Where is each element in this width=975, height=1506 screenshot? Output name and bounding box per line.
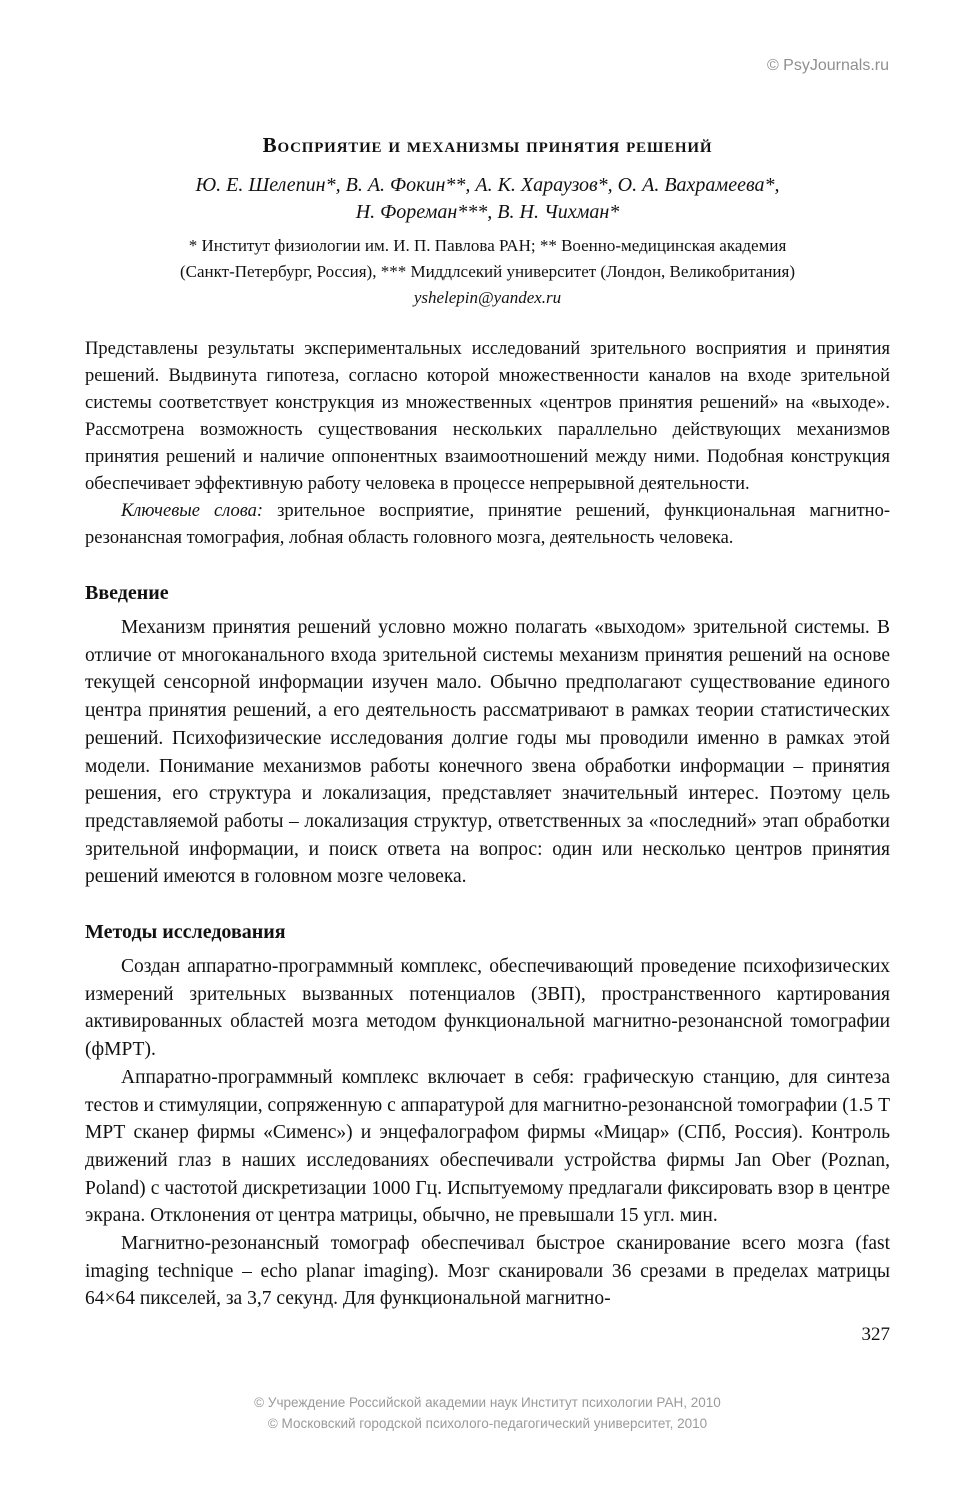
page-footer <box>0 1392 975 1434</box>
keywords-label: Ключевые слова: <box>121 501 264 521</box>
paragraph: Механизм принятия решений условно можно полагать «выходом» зрительной системы. В отличие от многоканального входа зрительной системы механизм принятия решений на основе текущей сенсорной информации изучен мало. Обычно предполагают существование единого центра принятия решений, а его деятельность рассматривают в рамках теории статистических решений. Психофизические исследования долгие годы мы проводили именно в рамках этой модели. Понимание механизмов работы конечного звена обработки информации – принятия решения, его структура и локализация, представляет значительный интерес. Поэтому цель представляемой работы – локализация структур, ответственных за «последний» этап обработки зрительной информации, и поиск ответа на вопрос: один или несколько центров принятия решений имеются в головном мозге человека. <box>85 617 890 888</box>
paragraph: Аппаратно-программный комплекс включает в себя: графическую станцию, для синтеза тестов и стимуляции, сопряженную с аппаратурой для магнитно-резонансной томографии (1.5 Т МРТ сканер фирмы «Сименс») и энцефалографом фирмы «Мицар» (СПб, Россия). Контроль движений глаз в наших исследованиях обеспечивали устройства фирмы Jan Ober (Poznan, Poland) с частотой дискретизации 1000 Гц. Испытуемому предлагали фиксировать взор в центре экрана. Отклонения от центра матрицы, обычно, не превышали 15 угл. мин. <box>85 1066 890 1227</box>
keywords-line <box>85 498 890 552</box>
affiliation-line: * Институт физиологии им. И. П. Павлова РАН; ** Военно-медицинская академия <box>188 236 787 255</box>
abstract-text: Представлены результаты экспериментальных исследований зрительного восприятия и принятия решений. Выдвинута гипотеза, согласно которой множественности каналов на входе зрительной системы соответствует конструкция из множественных «центров принятия решений» на «выходе». Рассмотрена возможность существования нескольких параллельно действующих механизмов принятия решений и наличие оппонентных взаимоотношений между ними. Подобная конструкция обеспечивает эффективную работу человека в процессе непрерывной деятельности. <box>85 339 890 494</box>
article-title: Восприятие и механизмы принятия решений <box>262 133 713 157</box>
footer-copyright-line: © Учреждение Российской академии наук Институт психологии РАН, 2010 <box>254 1395 721 1410</box>
affiliation-line: (Санкт-Петербург, Россия), *** Миддлсекий университет (Лондон, Великобритания) <box>179 262 796 281</box>
section-heading-introduction: Введение <box>85 582 169 604</box>
authors-line: Ю. Е. Шелепин*, В. А. Фокин**, А. К. Хараузов*, О. А. Вахрамеева*, <box>195 174 780 196</box>
site-copyright: © PsyJournals.ru <box>766 57 889 74</box>
footer-copyright-line: © Московский городской психолого-педагогический университет, 2010 <box>267 1416 708 1431</box>
article-content <box>85 0 890 1348</box>
section-heading-methods: Методы исследования <box>85 921 286 944</box>
author-email: yshelepin@yandex.ru <box>413 288 562 307</box>
page-number: 327 <box>861 1324 890 1346</box>
paragraph: Магнитно-резонансный томограф обеспечивал быстрое сканирование всего мозга (fast imaging technique – echo planar imaging). Мозг сканировали 36 срезами в пределах матрицы 64×64 пикселей, за 3,7 секунд. Для функциональной магнитно- <box>85 1233 890 1310</box>
authors-line: Н. Фореман***, В. Н. Чихман* <box>355 201 620 223</box>
keywords-text: зрительное восприятие, принятие решений, функциональная магнитно-резонансная томография, лобная область головного мозга, деятельность человека. <box>85 501 890 548</box>
paragraph: Создан аппаратно-программный комплекс, обеспечивающий проведение психофизических измерений зрительных вызванных потенциалов (ЗВП), пространственного картирования активированных областей мозга методом функциональной магнитно-резонансной томографии (фМРТ). <box>85 956 890 1061</box>
